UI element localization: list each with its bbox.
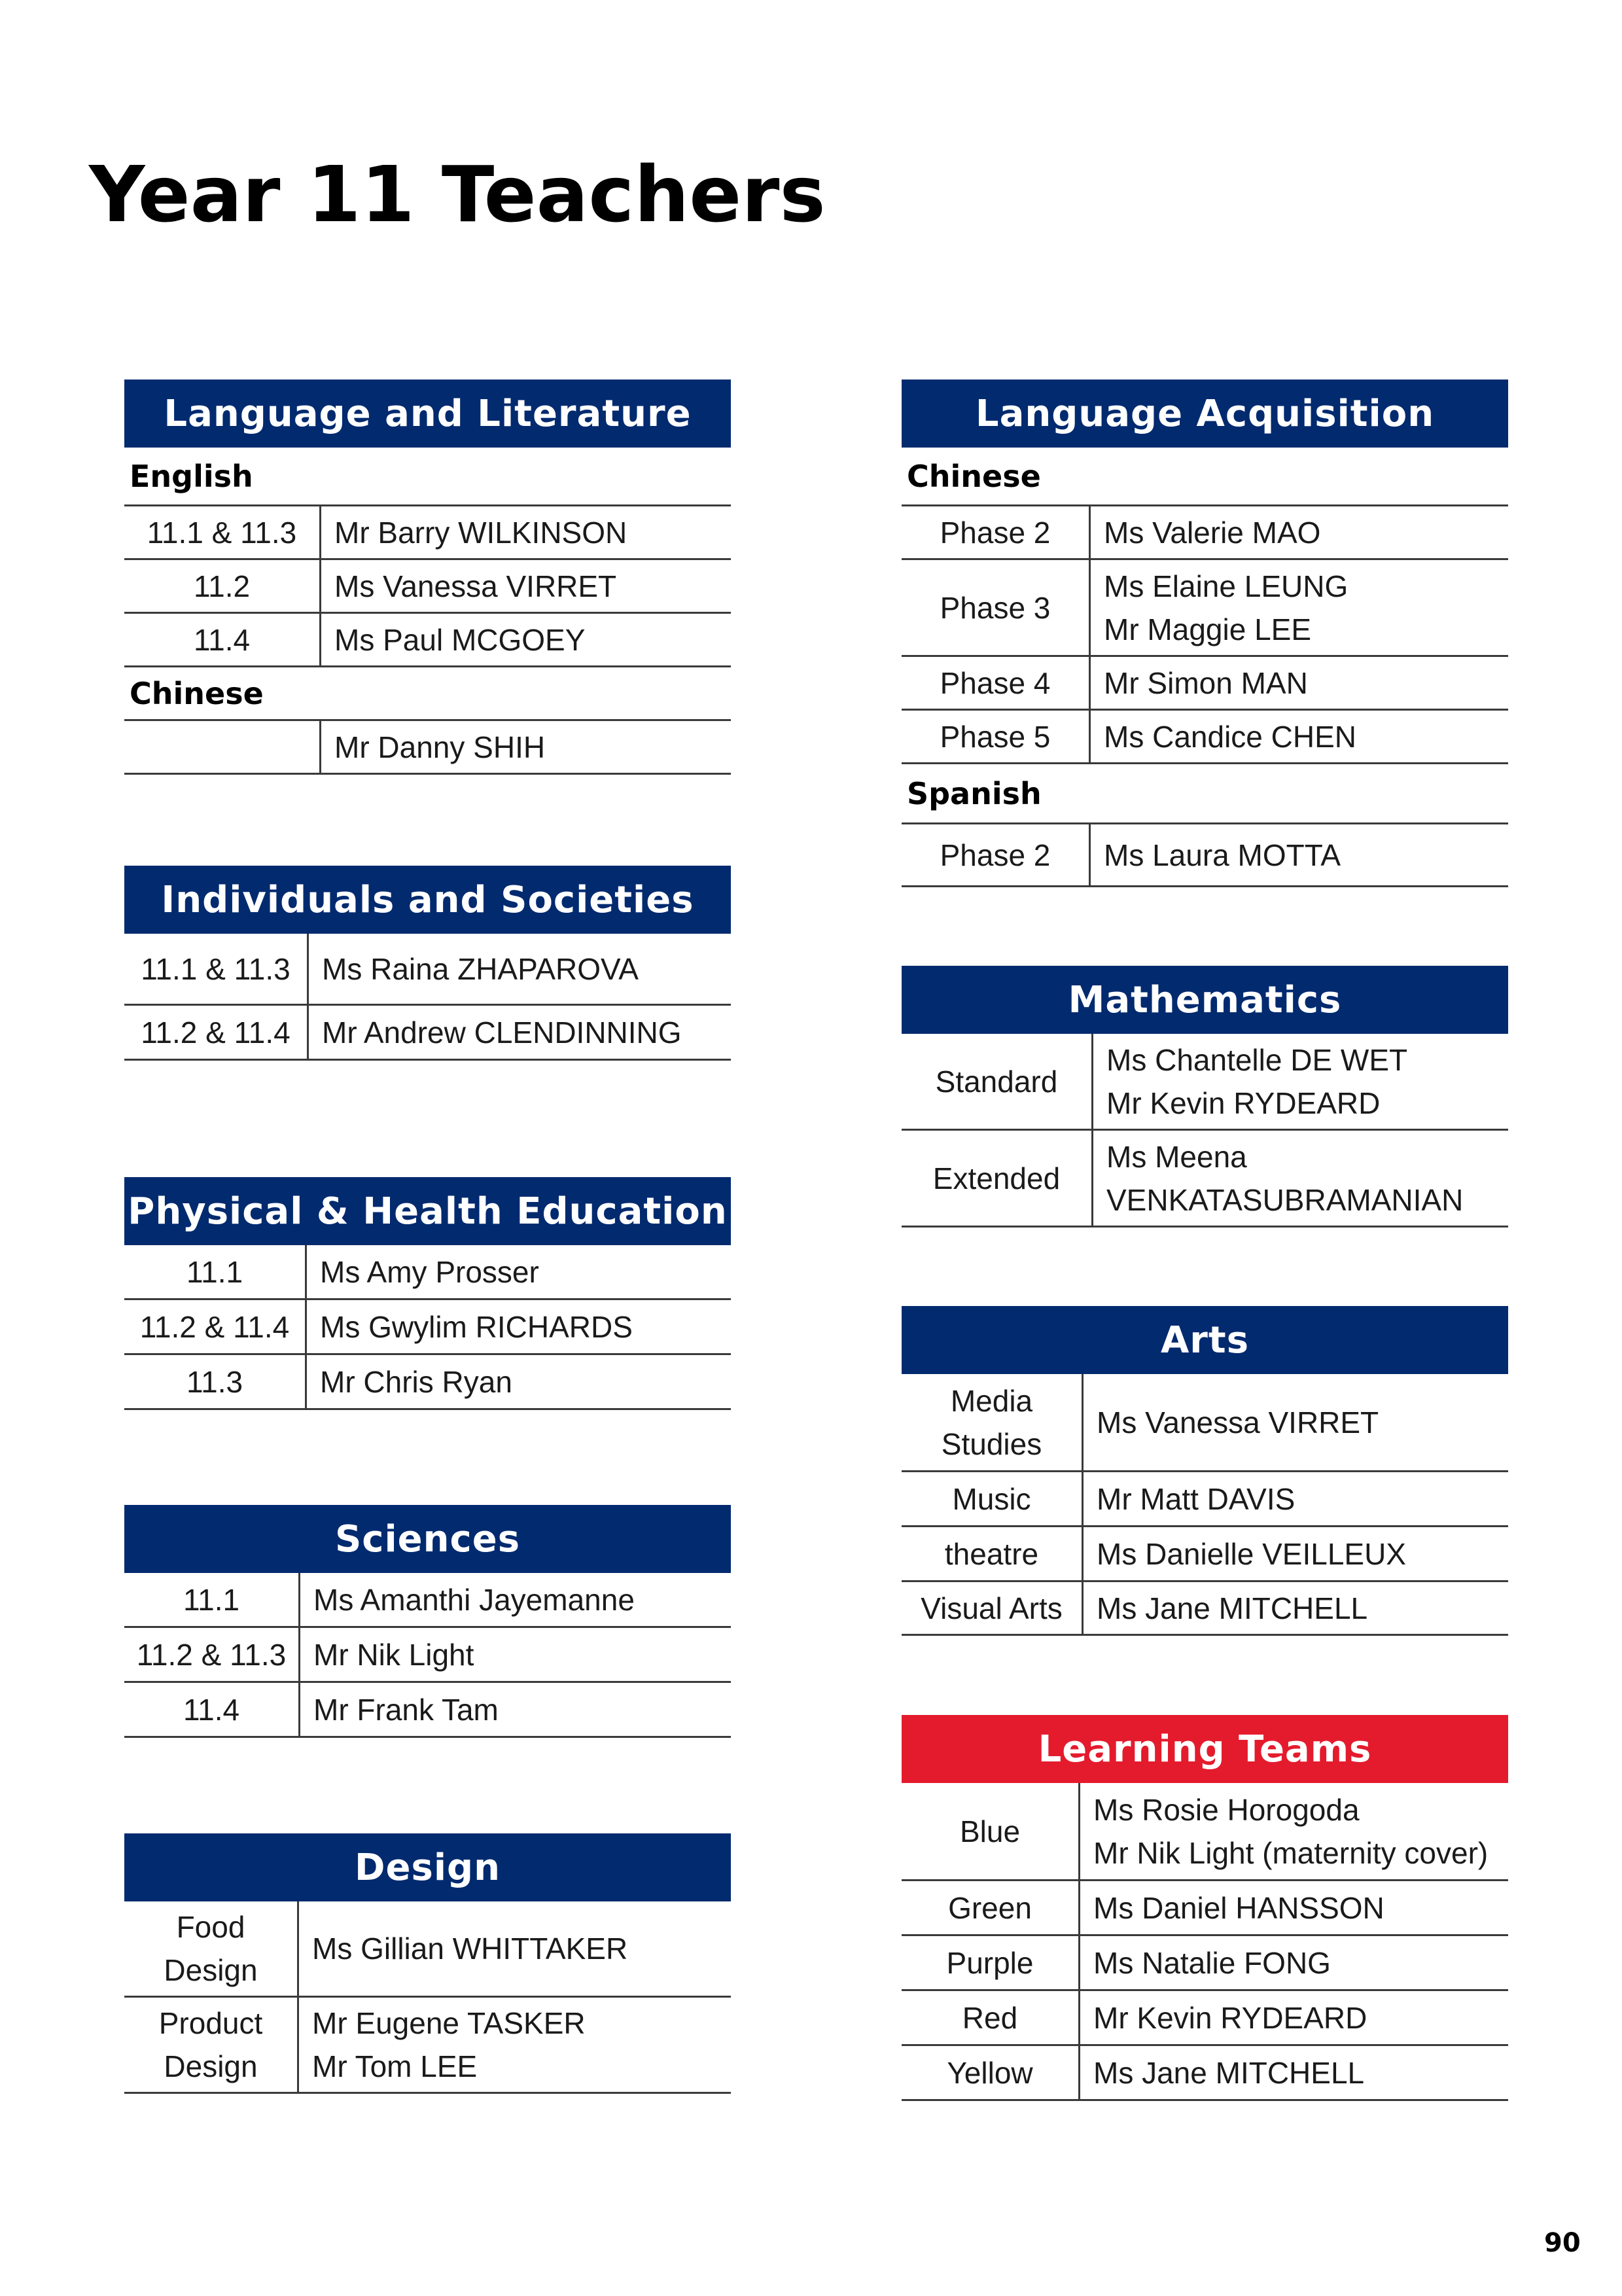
row-label-line: Food (176, 1910, 245, 1944)
arts-header: Arts (902, 1306, 1508, 1374)
row-label (902, 1374, 1084, 1470)
row-teachers (321, 721, 731, 773)
row-label: 11.2 & 11.4 (124, 1300, 307, 1353)
teacher-name: Mr Matt DAVIS (1097, 1481, 1296, 1516)
teacher-name: Mr Maggie LEE (1104, 612, 1312, 646)
table-row (902, 560, 1508, 657)
spanish-phase-rows (902, 824, 1508, 887)
learning-teams-table (902, 1715, 1508, 2101)
row-teachers (307, 1245, 731, 1298)
language-acquisition-table (902, 380, 1508, 887)
teacher-name: Ms Danielle VEILLEUX (1097, 1536, 1406, 1571)
row-label: Blue (902, 1783, 1080, 1879)
row-label (124, 1998, 299, 2092)
row-label: Red (902, 1991, 1080, 2044)
table-row (902, 1131, 1508, 1227)
row-label-line: Product (158, 2006, 263, 2040)
individuals-societies-rows (124, 934, 731, 1061)
table-row (902, 506, 1508, 560)
teacher-name: Ms Raina ZHAPAROVA (322, 951, 639, 986)
teacher-name: Mr Andrew CLENDINNING (322, 1015, 682, 1050)
table-row (124, 1300, 731, 1355)
table-row (124, 721, 731, 775)
row-label (124, 1901, 299, 1996)
teacher-name: Ms Gillian WHITTAKER (312, 1932, 628, 1966)
chinese-phase-rows (902, 506, 1508, 764)
table-row (902, 1034, 1508, 1131)
arts-table (902, 1306, 1508, 1636)
teacher-name: Ms Candice CHEN (1104, 719, 1356, 754)
table-row (902, 1527, 1508, 1582)
chinese-subheading: Chinese (124, 667, 731, 721)
mathematics-table (902, 966, 1508, 1227)
english-rows (124, 506, 731, 667)
table-row (124, 1355, 731, 1410)
row-teachers (300, 1573, 731, 1626)
table-row (902, 1881, 1508, 1936)
teacher-name: Ms Rosie Horogoda (1093, 1792, 1360, 1827)
row-teachers (1080, 1783, 1508, 1879)
teacher-name: Ms Natalie FONG (1093, 1945, 1331, 1980)
design-rows (124, 1901, 731, 2094)
table-row (124, 934, 731, 1006)
english-subheading: English (124, 448, 731, 506)
row-teachers (1091, 711, 1508, 762)
row-teachers (1091, 506, 1508, 558)
design-header: Design (124, 1833, 731, 1901)
table-row (902, 657, 1508, 711)
teacher-name: Mr Barry WILKINSON (334, 515, 627, 550)
table-row (902, 2046, 1508, 2101)
table-row (902, 1374, 1508, 1472)
row-teachers (307, 1300, 731, 1353)
row-teachers (299, 1901, 731, 1996)
teacher-name: Ms Vanessa VIRRET (334, 569, 617, 603)
mathematics-header: Mathematics (902, 966, 1508, 1034)
row-label: Visual Arts (902, 1582, 1084, 1634)
teacher-name: Ms Laura MOTTA (1104, 838, 1341, 872)
row-label: 11.1 & 11.3 (124, 506, 321, 558)
arts-rows (902, 1374, 1508, 1636)
teacher-name: Mr Kevin RYDEARD (1106, 1086, 1381, 1120)
spanish-subheading: Spanish (902, 764, 1508, 824)
row-label: Standard (902, 1034, 1093, 1129)
teacher-name: Mr Nik Light (maternity cover) (1093, 1835, 1489, 1870)
row-teachers (307, 1355, 731, 1408)
row-label: 11.1 & 11.3 (124, 934, 309, 1004)
row-teachers (321, 506, 731, 558)
row-label: Yellow (902, 2046, 1080, 2099)
row-label: Phase 4 (902, 657, 1091, 709)
individuals-societies-table (124, 866, 731, 1061)
row-label: theatre (902, 1527, 1084, 1580)
row-label: 11.3 (124, 1355, 307, 1408)
teacher-name: Mr Eugene TASKER (312, 2006, 586, 2040)
row-teachers (1080, 1991, 1508, 2044)
row-label: 11.2 (124, 560, 321, 612)
row-teachers (1093, 1131, 1508, 1226)
row-teachers (300, 1628, 731, 1681)
row-teachers (1091, 824, 1508, 885)
row-teachers (1080, 1936, 1508, 1989)
table-row (902, 1991, 1508, 2046)
teacher-name: Ms Amanthi Jayemanne (313, 1582, 635, 1617)
row-label-line: Studies (941, 1426, 1042, 1461)
sciences-rows (124, 1573, 731, 1738)
row-label-line: Media (950, 1383, 1033, 1418)
table-row (124, 614, 731, 667)
learning-teams-rows (902, 1783, 1508, 2101)
table-row (124, 560, 731, 614)
row-teachers (300, 1683, 731, 1736)
phe-table (124, 1177, 731, 1410)
table-row (902, 1582, 1508, 1636)
row-teachers (1084, 1582, 1508, 1634)
table-row (124, 1006, 731, 1061)
table-row (124, 1573, 731, 1628)
phe-rows (124, 1245, 731, 1410)
teacher-name: Ms Elaine LEUNG (1104, 569, 1349, 603)
teacher-name: Mr Tom LEE (312, 2049, 478, 2083)
row-label: 11.2 & 11.3 (124, 1628, 300, 1681)
row-label: Phase 5 (902, 711, 1091, 762)
row-label: 11.4 (124, 1683, 300, 1736)
page-number: 90 (1544, 2228, 1581, 2258)
teacher-name: VENKATASUBRAMANIAN (1106, 1182, 1464, 1217)
row-teachers (1084, 1527, 1508, 1580)
row-label (124, 721, 321, 773)
teacher-name: Ms Paul MCGOEY (334, 622, 586, 657)
table-row (124, 1245, 731, 1300)
table-row (124, 1628, 731, 1683)
row-teachers (321, 614, 731, 665)
row-label: Music (902, 1472, 1084, 1525)
row-label: Purple (902, 1936, 1080, 1989)
row-teachers (321, 560, 731, 612)
row-label: Phase 2 (902, 506, 1091, 558)
row-teachers (1091, 560, 1508, 655)
teacher-name: Mr Kevin RYDEARD (1093, 2000, 1367, 2035)
chinese-rows (124, 721, 731, 775)
teacher-name: Ms Chantelle DE WET (1106, 1042, 1408, 1077)
table-row (902, 1936, 1508, 1991)
row-teachers (1080, 2046, 1508, 2099)
row-label: 11.1 (124, 1573, 300, 1626)
row-label: 11.1 (124, 1245, 307, 1298)
language-literature-table (124, 380, 731, 775)
teacher-name: Ms Vanessa VIRRET (1097, 1405, 1379, 1439)
row-teachers (1084, 1374, 1508, 1470)
sciences-header: Sciences (124, 1505, 731, 1573)
teacher-name: Ms Daniel HANSSON (1093, 1890, 1384, 1925)
row-label: Phase 2 (902, 824, 1091, 885)
phe-header: Physical & Health Education (124, 1177, 731, 1245)
table-row (124, 1998, 731, 2094)
language-acquisition-header: Language Acquisition (902, 380, 1508, 448)
teacher-name: Ms Jane MITCHELL (1097, 1591, 1368, 1625)
design-table (124, 1833, 731, 2094)
row-label: Phase 3 (902, 560, 1091, 655)
row-teachers (299, 1998, 731, 2092)
table-row (124, 1901, 731, 1998)
row-teachers (309, 934, 731, 1004)
table-row (902, 824, 1508, 887)
teacher-name: Ms Meena (1106, 1139, 1247, 1174)
teacher-name: Mr Chris Ryan (320, 1364, 512, 1399)
teacher-name: Mr Simon MAN (1104, 665, 1308, 700)
mathematics-rows (902, 1034, 1508, 1227)
row-label: 11.2 & 11.4 (124, 1006, 309, 1059)
teacher-name: Ms Jane MITCHELL (1093, 2055, 1365, 2090)
teacher-name: Mr Nik Light (313, 1637, 474, 1672)
learning-teams-header: Learning Teams (902, 1715, 1508, 1783)
language-literature-header: Language and Literature (124, 380, 731, 448)
sciences-table (124, 1505, 731, 1738)
teacher-name: Ms Valerie MAO (1104, 515, 1321, 550)
teacher-name: Ms Amy Prosser (320, 1254, 539, 1289)
row-teachers (1091, 657, 1508, 709)
page-title: Year 11 Teachers (89, 149, 826, 239)
table-row (124, 1683, 731, 1738)
row-teachers (1084, 1472, 1508, 1525)
table-row (902, 1472, 1508, 1527)
row-teachers (1093, 1034, 1508, 1129)
row-label: Green (902, 1881, 1080, 1934)
individuals-societies-header: Individuals and Societies (124, 866, 731, 934)
row-label: Extended (902, 1131, 1093, 1226)
table-row (902, 1783, 1508, 1881)
chinese-subheading: Chinese (902, 448, 1508, 506)
row-label-line: Design (164, 1953, 258, 1987)
row-teachers (309, 1006, 731, 1059)
row-label-line: Design (164, 2049, 258, 2083)
teacher-name: Mr Danny SHIH (334, 730, 546, 764)
table-row (902, 711, 1508, 764)
teacher-name: Mr Frank Tam (313, 1692, 499, 1727)
table-row (124, 506, 731, 560)
row-label: 11.4 (124, 614, 321, 665)
row-teachers (1080, 1881, 1508, 1934)
teacher-name: Ms Gwylim RICHARDS (320, 1309, 633, 1344)
